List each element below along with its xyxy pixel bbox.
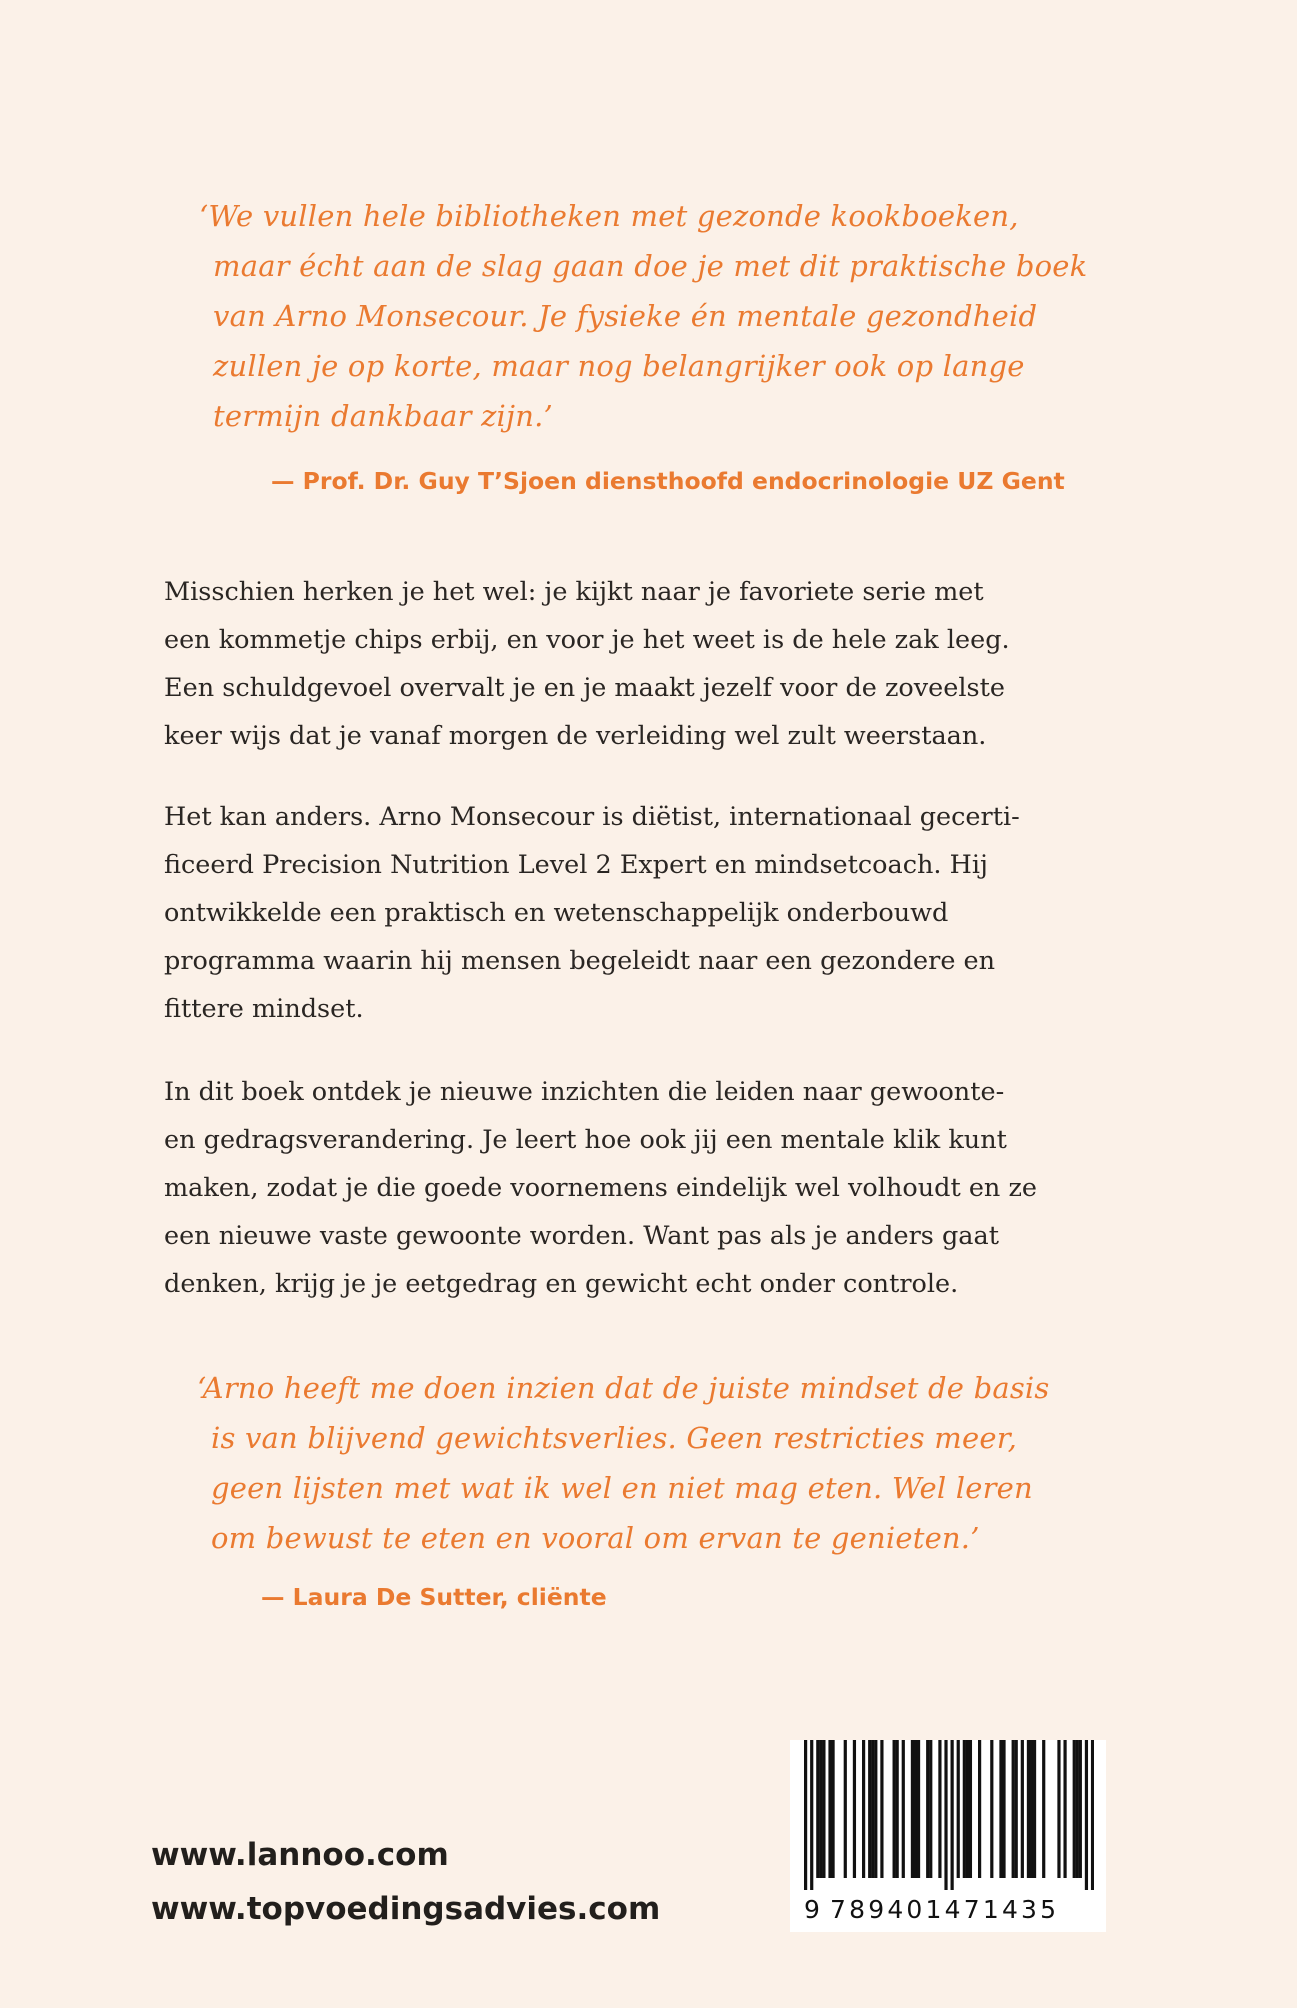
barcode-bar [1027,1740,1030,1878]
quote-line: ‘Arno heeft me doen inzien dat de juiste mindset de basis [197,1371,1050,1405]
barcode-bar [969,1740,972,1878]
barcode-bar [1002,1740,1005,1878]
paragraph-intro [164,568,1010,760]
paragraph-line: fittere mindset. [164,994,364,1024]
quote-line: van Arno Monsecour. Je fysieke én mentale gezondheid [213,299,1038,333]
barcode-bar [902,1740,905,1878]
barcode-bar [868,1740,871,1878]
barcode-bar [819,1740,822,1878]
barcode-bar [926,1740,929,1878]
barcode-bar [1085,1740,1088,1890]
barcode-bar [917,1740,920,1878]
barcode-bar [804,1740,807,1890]
barcode-bar [963,1740,966,1878]
barcode-bar [822,1740,825,1878]
paragraph-line: een nieuwe vaste gewoonte worden. Want pas als je anders gaat [164,1221,999,1251]
paragraph-line: maken, zodat je die goede voornemens eindelijk wel volhoudt en ze [164,1173,1037,1203]
paragraph-line: denken, krijg je je eetgedrag en gewicht echt onder controle. [164,1269,959,1299]
barcode-bar [893,1740,896,1878]
barcode-bar [874,1740,877,1878]
quote-line: is van blijvend gewichtsverlies. Geen restricties meer, [211,1421,1018,1455]
barcode-bar [1021,1740,1024,1878]
quote-line: geen lijsten met wat ik wel en niet mag eten. Wel leren [211,1471,1033,1505]
barcode-bar [944,1740,947,1890]
quote-line: ‘We vullen hele bibliotheken met gezonde kookboeken, [199,199,1019,233]
barcode-bar [1073,1740,1076,1878]
barcode-bar [929,1740,932,1878]
paragraph-line: keer wijs dat je vanaf morgen de verleiding wel zult weerstaan. [164,721,987,751]
quote-line: zullen je op korte, maar nog belangrijker ook op lange [213,349,1025,383]
barcode-bar [914,1740,917,1878]
barcode-bar [871,1740,874,1878]
barcode-bar [810,1740,813,1890]
barcode-bar [999,1740,1002,1878]
barcode-number: 789401471435 [830,1895,1060,1924]
quote-line: om bewust te eten en vooral om ervan te genieten.’ [211,1521,980,1555]
barcode-bar [844,1740,847,1878]
barcode-bar [957,1740,960,1878]
barcode-bar [1079,1740,1082,1878]
quote-bottom [197,1363,1049,1563]
quote-line: termijn dankbaar zijn.’ [213,399,553,433]
barcode-bar [862,1740,865,1878]
barcode-bar [1063,1740,1066,1878]
barcode-bar [1012,1740,1015,1878]
link-lannoo[interactable]: www.lannoo.com [151,1837,449,1873]
paragraph-book [164,1068,1037,1308]
quote-bottom-attribution: — Laura De Sutter, cliënte [261,1583,607,1611]
barcode-bar [880,1740,883,1878]
barcode-bar [896,1740,899,1878]
barcode-bar [853,1740,856,1878]
paragraph-line: programma waarin hij mensen begeleidt naar een gezondere en [164,946,996,976]
paragraph-author [164,793,1020,1033]
barcode-bar [1033,1740,1036,1878]
link-topvoedingsadvies[interactable]: www.topvoedingsadvies.com [151,1891,661,1927]
paragraph-line: Het kan anders. Arno Monsecour is diëtist, internationaal gecerti- [164,802,1020,832]
barcode-bar [831,1740,834,1878]
paragraph-line: In dit boek ontdek je nieuwe inzichten die leiden naar gewoonte- [164,1077,1005,1107]
barcode-first-digit: 9 [804,1895,820,1924]
barcode-bar [1042,1740,1045,1878]
barcode-bar [1030,1740,1033,1878]
barcode-bar [1057,1740,1060,1878]
quote-top [199,191,1087,441]
paragraph-line: ontwikkelde een praktisch en wetenschappelijk onderbouwd [164,898,949,928]
paragraph-line: Misschien herken je het wel: je kijkt naar je favoriete serie met [164,577,984,607]
barcode-bar [828,1740,831,1878]
barcode-bar [966,1740,969,1878]
paragraph-line: ficeerd Precision Nutrition Level 2 Expert en mindsetcoach. Hij [164,850,988,880]
barcode-bar [816,1740,819,1878]
paragraph-line: Een schuldgevoel overvalt je en je maakt jezelf voor de zoveelste [164,673,1005,703]
barcode-bars [804,1740,1094,1890]
barcode-bar [1015,1740,1018,1878]
barcode-bar [990,1740,993,1878]
barcode-bar [1091,1740,1094,1890]
barcode-bar [951,1740,954,1890]
barcode-bar [978,1740,981,1878]
paragraph-line: en gedragsverandering. Je leert hoe ook jij een mentale klik kunt [164,1125,1007,1155]
quote-line: maar écht aan de slag gaan doe je met dit praktische boek [213,249,1088,283]
website-links [151,1828,660,1936]
quote-top-attribution: — Prof. Dr. Guy T’Sjoen diensthoofd endocrinologie UZ Gent [271,467,1065,495]
paragraph-line: een kommetje chips erbij, en voor je het weet is de hele zak leeg. [164,625,1010,655]
barcode-bar [938,1740,941,1878]
barcode-bar [1076,1740,1079,1878]
barcode-bar [911,1740,914,1878]
